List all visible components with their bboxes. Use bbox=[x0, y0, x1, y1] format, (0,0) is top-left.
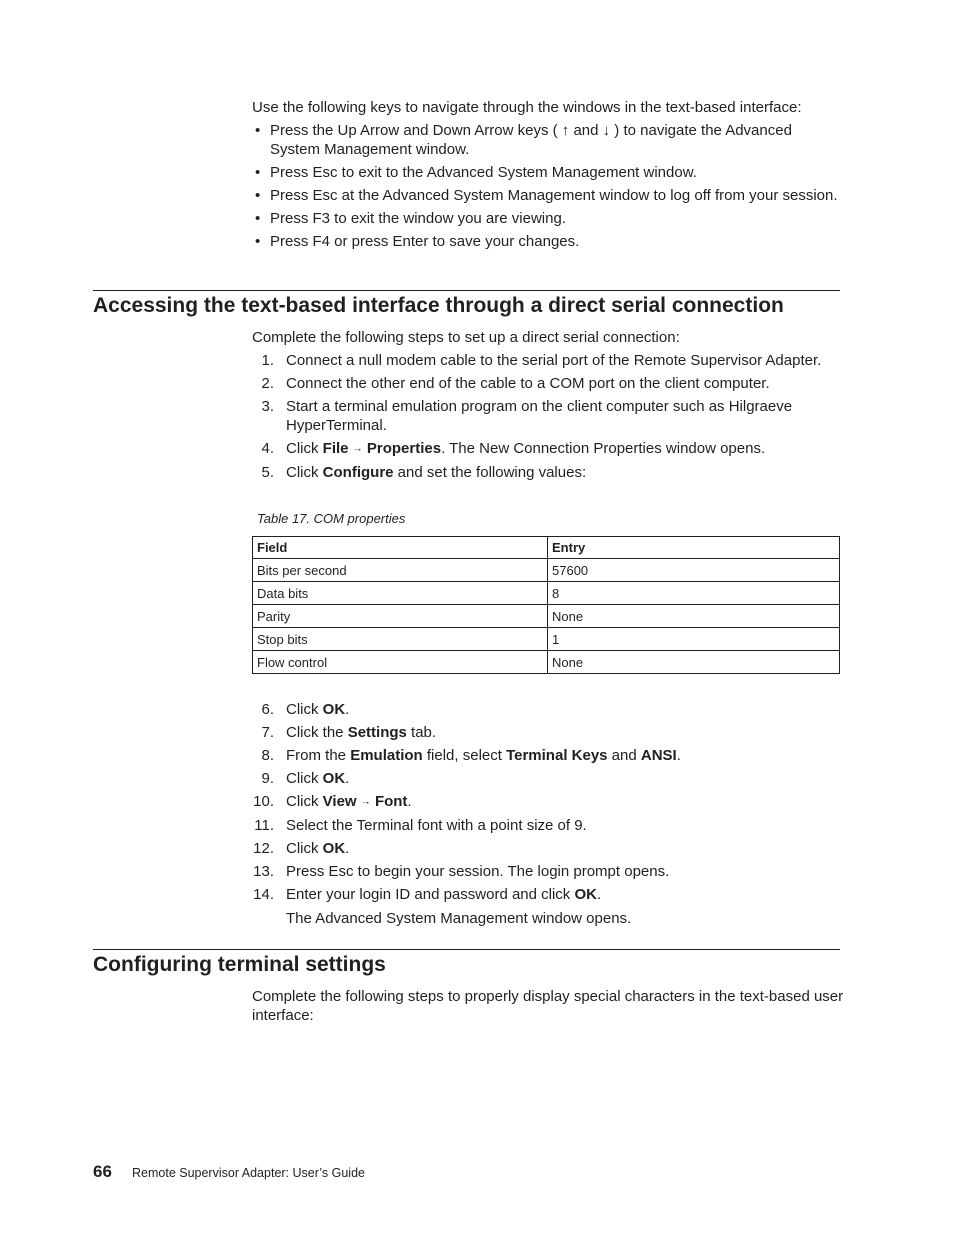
table-row bbox=[253, 559, 840, 582]
section-heading: Accessing the text-based interface through a direct serial connection bbox=[93, 294, 784, 317]
steps-list bbox=[252, 351, 842, 486]
table-cell: Data bits bbox=[253, 582, 548, 605]
section-divider bbox=[93, 949, 840, 950]
table-header-row bbox=[253, 537, 840, 559]
table-cell: Parity bbox=[253, 605, 548, 628]
step-item: 8. From the Emulation field, select Terminal Keys and ANSI. bbox=[261, 747, 681, 764]
menu-arrow-icon: → bbox=[352, 443, 363, 455]
table-cell: Stop bits bbox=[253, 628, 548, 651]
list-item: • Press F3 to exit the window you are viewing. bbox=[252, 209, 842, 228]
section-lead: Complete the following steps to set up a direct serial connection: bbox=[252, 329, 680, 346]
step-item: 1. Connect a null modem cable to the serial port of the Remote Supervisor Adapter. bbox=[261, 352, 822, 369]
step-item: 7. Click the Settings tab. bbox=[261, 724, 437, 741]
menu-file: File bbox=[322, 440, 349, 457]
section-heading: Configuring terminal settings bbox=[93, 953, 386, 976]
table-cell: 1 bbox=[548, 628, 840, 651]
footer-title: Remote Supervisor Adapter: User’s Guide bbox=[132, 1166, 365, 1180]
page-number: 66 bbox=[93, 1162, 112, 1181]
step-item: 4. Click File → Properties. The New Connection Properties window opens. bbox=[261, 440, 766, 457]
step-item: 2. Connect the other end of the cable to a COM port on the client computer. bbox=[261, 375, 770, 392]
step-item: 6. Click OK. bbox=[261, 701, 350, 718]
menu-properties: Properties bbox=[366, 440, 442, 457]
table-cell: None bbox=[548, 605, 840, 628]
list-item: • Press the Up Arrow and Down Arrow keys ( ↑ and ↓ ) to navigate the Advanced System Management window. bbox=[252, 121, 842, 159]
table-row bbox=[253, 628, 840, 651]
step-item: 10. Click View → Font. bbox=[253, 793, 412, 810]
step-result-note: The Advanced System Management window opens. bbox=[286, 910, 632, 927]
com-properties-table bbox=[252, 536, 840, 674]
navigation-keys-list bbox=[252, 121, 842, 255]
column-header-field: Field bbox=[253, 537, 548, 559]
column-header-entry: Entry bbox=[548, 537, 840, 559]
step-item: 9. Click OK. bbox=[261, 770, 350, 787]
step-item: 3. Start a terminal emulation program on the client computer such as Hilgraeve HyperTerminal. bbox=[261, 398, 793, 434]
step-item: 5. Click Configure and set the following values: bbox=[261, 463, 587, 481]
table-caption: Table 17. COM properties bbox=[257, 511, 406, 526]
list-item: • Press Esc to exit to the Advanced System Management window. bbox=[252, 163, 842, 182]
step-item: 13. Press Esc to begin your session. The login prompt opens. bbox=[253, 862, 670, 880]
table-row bbox=[253, 605, 840, 628]
table-row bbox=[253, 582, 840, 605]
list-item: • Press Esc at the Advanced System Management window to log off from your session. bbox=[252, 186, 842, 205]
step-item: 12. Click OK. bbox=[253, 839, 350, 857]
table-cell: 57600 bbox=[548, 559, 840, 582]
step-item: 14. Enter your login ID and password and click OK. bbox=[253, 885, 602, 903]
steps-list-continued bbox=[252, 700, 842, 908]
step-item: 11. Select the Terminal font with a point size of 9. bbox=[254, 816, 587, 834]
table-cell: Bits per second bbox=[253, 559, 548, 582]
list-item: • Press F4 or press Enter to save your changes. bbox=[252, 232, 842, 251]
configure-label: Configure bbox=[322, 463, 394, 481]
section-divider bbox=[93, 290, 840, 291]
table-cell: 8 bbox=[548, 582, 840, 605]
menu-arrow-icon: → bbox=[360, 796, 371, 808]
intro-paragraph: Use the following keys to navigate through the windows in the text-based interface: bbox=[252, 99, 802, 116]
section-lead: Complete the following steps to properly display special characters in the text-based user interface: bbox=[252, 988, 844, 1024]
table-row bbox=[253, 651, 840, 674]
table-cell: None bbox=[548, 651, 840, 674]
table-cell: Flow control bbox=[253, 651, 548, 674]
